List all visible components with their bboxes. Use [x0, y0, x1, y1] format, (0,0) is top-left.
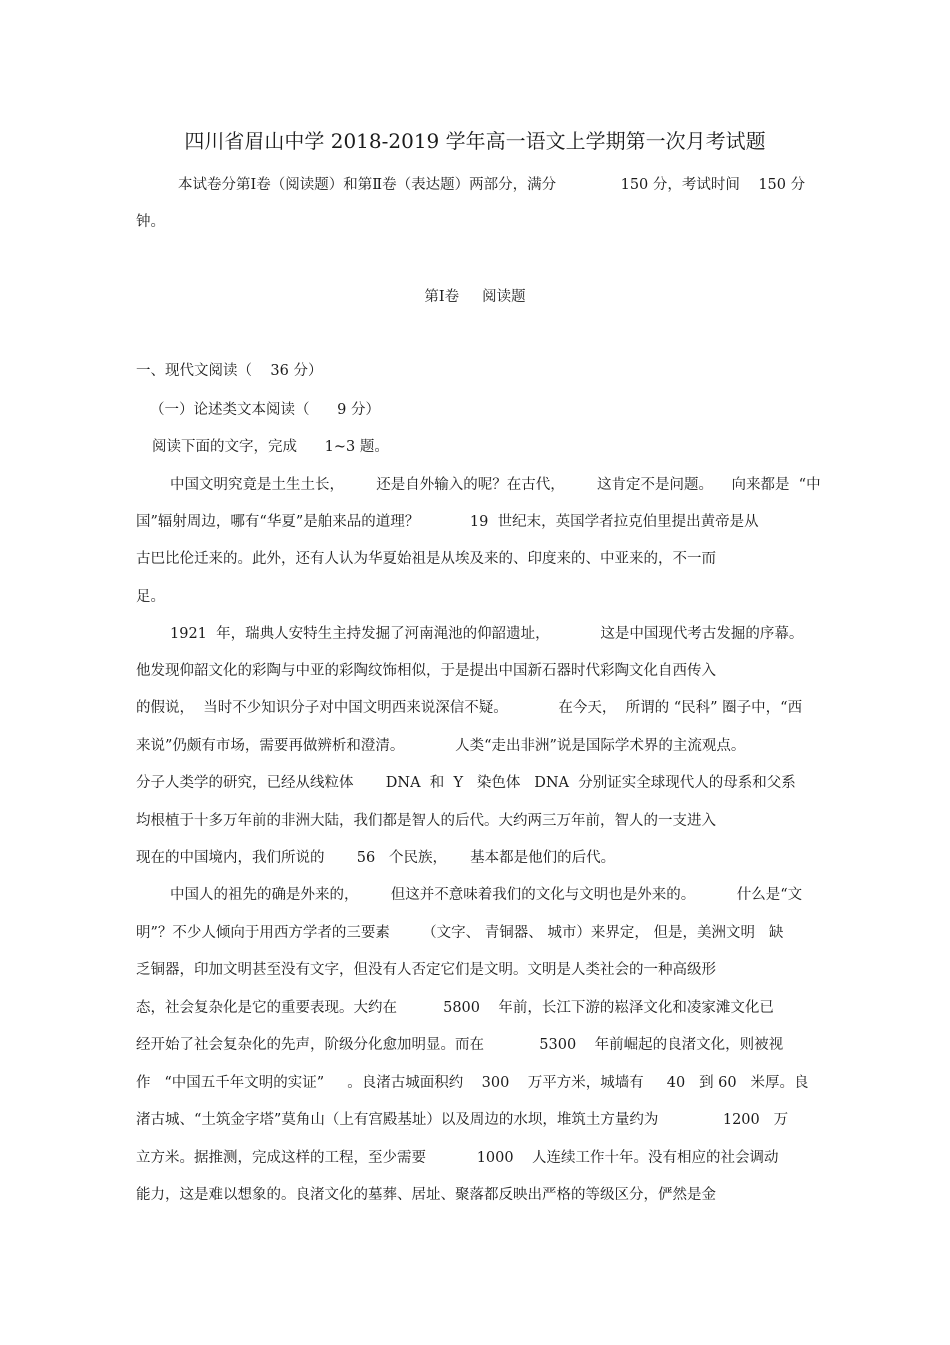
body-line: 1921 年，瑞典人安特生主持发掘了河南渑池的仰韶遗址， 这是中国现代考古发掘的序幕。 [170, 626, 804, 642]
body-line: 经开始了社会复杂化的先声，阶级分化愈加明显。而在 5300 年前崛起的良渚文化，则被视 [136, 1037, 784, 1053]
body-line: 他发现仰韶文化的彩陶与中亚的彩陶纹饰相似，于是提出中国新石器时代彩陶文化自西传入 [136, 663, 716, 679]
intro-line-2: 钟。 [136, 214, 165, 230]
section-heading: 第Ⅰ卷 阅读题 [424, 289, 526, 305]
body-line: 的假说， 当时不少知识分子对中国文明西来说深信不疑。 在今天， 所谓的 “民科” 圈子中，“西 [136, 700, 803, 716]
document-title: 四川省眉山中学 2018-2019 学年高一语文上学期第一次月考试题 [184, 129, 766, 153]
body-line: 分子人类学的研究，已经从线粒体 DNA 和 Y 染色体 DNA 分别证实全球现代人的母系和父系 [136, 775, 796, 791]
body-line: 明”？不少人倾向于用西方学者的三要素 （文字、 青铜器、 城市）来界定， 但是，美洲文明 缺 [136, 925, 784, 941]
body-line: 中国文明究竟是土生土长， 还是自外输入的呢？在古代， 这肯定不是问题。 向来都是 “中 [170, 477, 821, 493]
body-line: 均根植于十多万年前的非洲大陆，我们都是智人的后代。大约两三万年前，智人的一支进入 [136, 813, 716, 829]
instruction-text: 阅读下面的文字，完成 1~3 题。 [152, 439, 389, 455]
body-line: 足。 [136, 589, 165, 605]
part1-heading: 一、现代文阅读（ 36 分） [136, 363, 323, 379]
body-line: 乏铜器，印加文明甚至没有文字，但没有人否定它们是文明。文明是人类社会的一种高级形 [136, 962, 716, 978]
intro-line-1: 本试卷分第Ⅰ卷（阅读题）和第Ⅱ卷（表达题）两部分，满分 150 分，考试时间 150 分 [178, 177, 806, 193]
body-line: 中国人的祖先的确是外来的， 但这并不意味着我们的文化与文明也是外来的。 什么是“文 [170, 887, 803, 903]
body-line: 国”辐射周边，哪有“华夏”是舶来品的道理？ 19 世纪末，英国学者拉克伯里提出黄帝是从 [136, 514, 759, 530]
body-line: 立方米。据推测，完成这样的工程，至少需要 1000 人连续工作十年。没有相应的社会调动 [136, 1150, 779, 1166]
body-line: 态，社会复杂化是它的重要表现。大约在 5800 年前，长江下游的崧泽文化和凌家滩文化已 [136, 1000, 774, 1016]
part1-subheading: （一）论述类文本阅读（ 9 分） [150, 402, 380, 418]
body-line: 作 “中国五千年文明的实证” 。良渚古城面积约 300 万平方米，城墙有 40 到 60 米厚。良 [136, 1075, 809, 1091]
body-line: 能力，这是难以想象的。良渚文化的墓葬、居址、聚落都反映出严格的等级区分，俨然是金 [136, 1187, 716, 1203]
body-line: 渚古城、“土筑金字塔”莫角山（上有宫殿基址）以及周边的水坝，堆筑土方量约为 1200 万 [136, 1112, 789, 1128]
body-line: 古巴比伦迁来的。此外，还有人认为华夏始祖是从埃及来的、印度来的、中亚来的，不一而 [136, 551, 716, 567]
body-line: 来说”仍颇有市场，需要再做辨析和澄清。 人类“走出非洲”说是国际学术界的主流观点。 [136, 738, 746, 754]
body-line: 现在的中国境内，我们所说的 56 个民族， 基本都是他们的后代。 [136, 850, 616, 866]
